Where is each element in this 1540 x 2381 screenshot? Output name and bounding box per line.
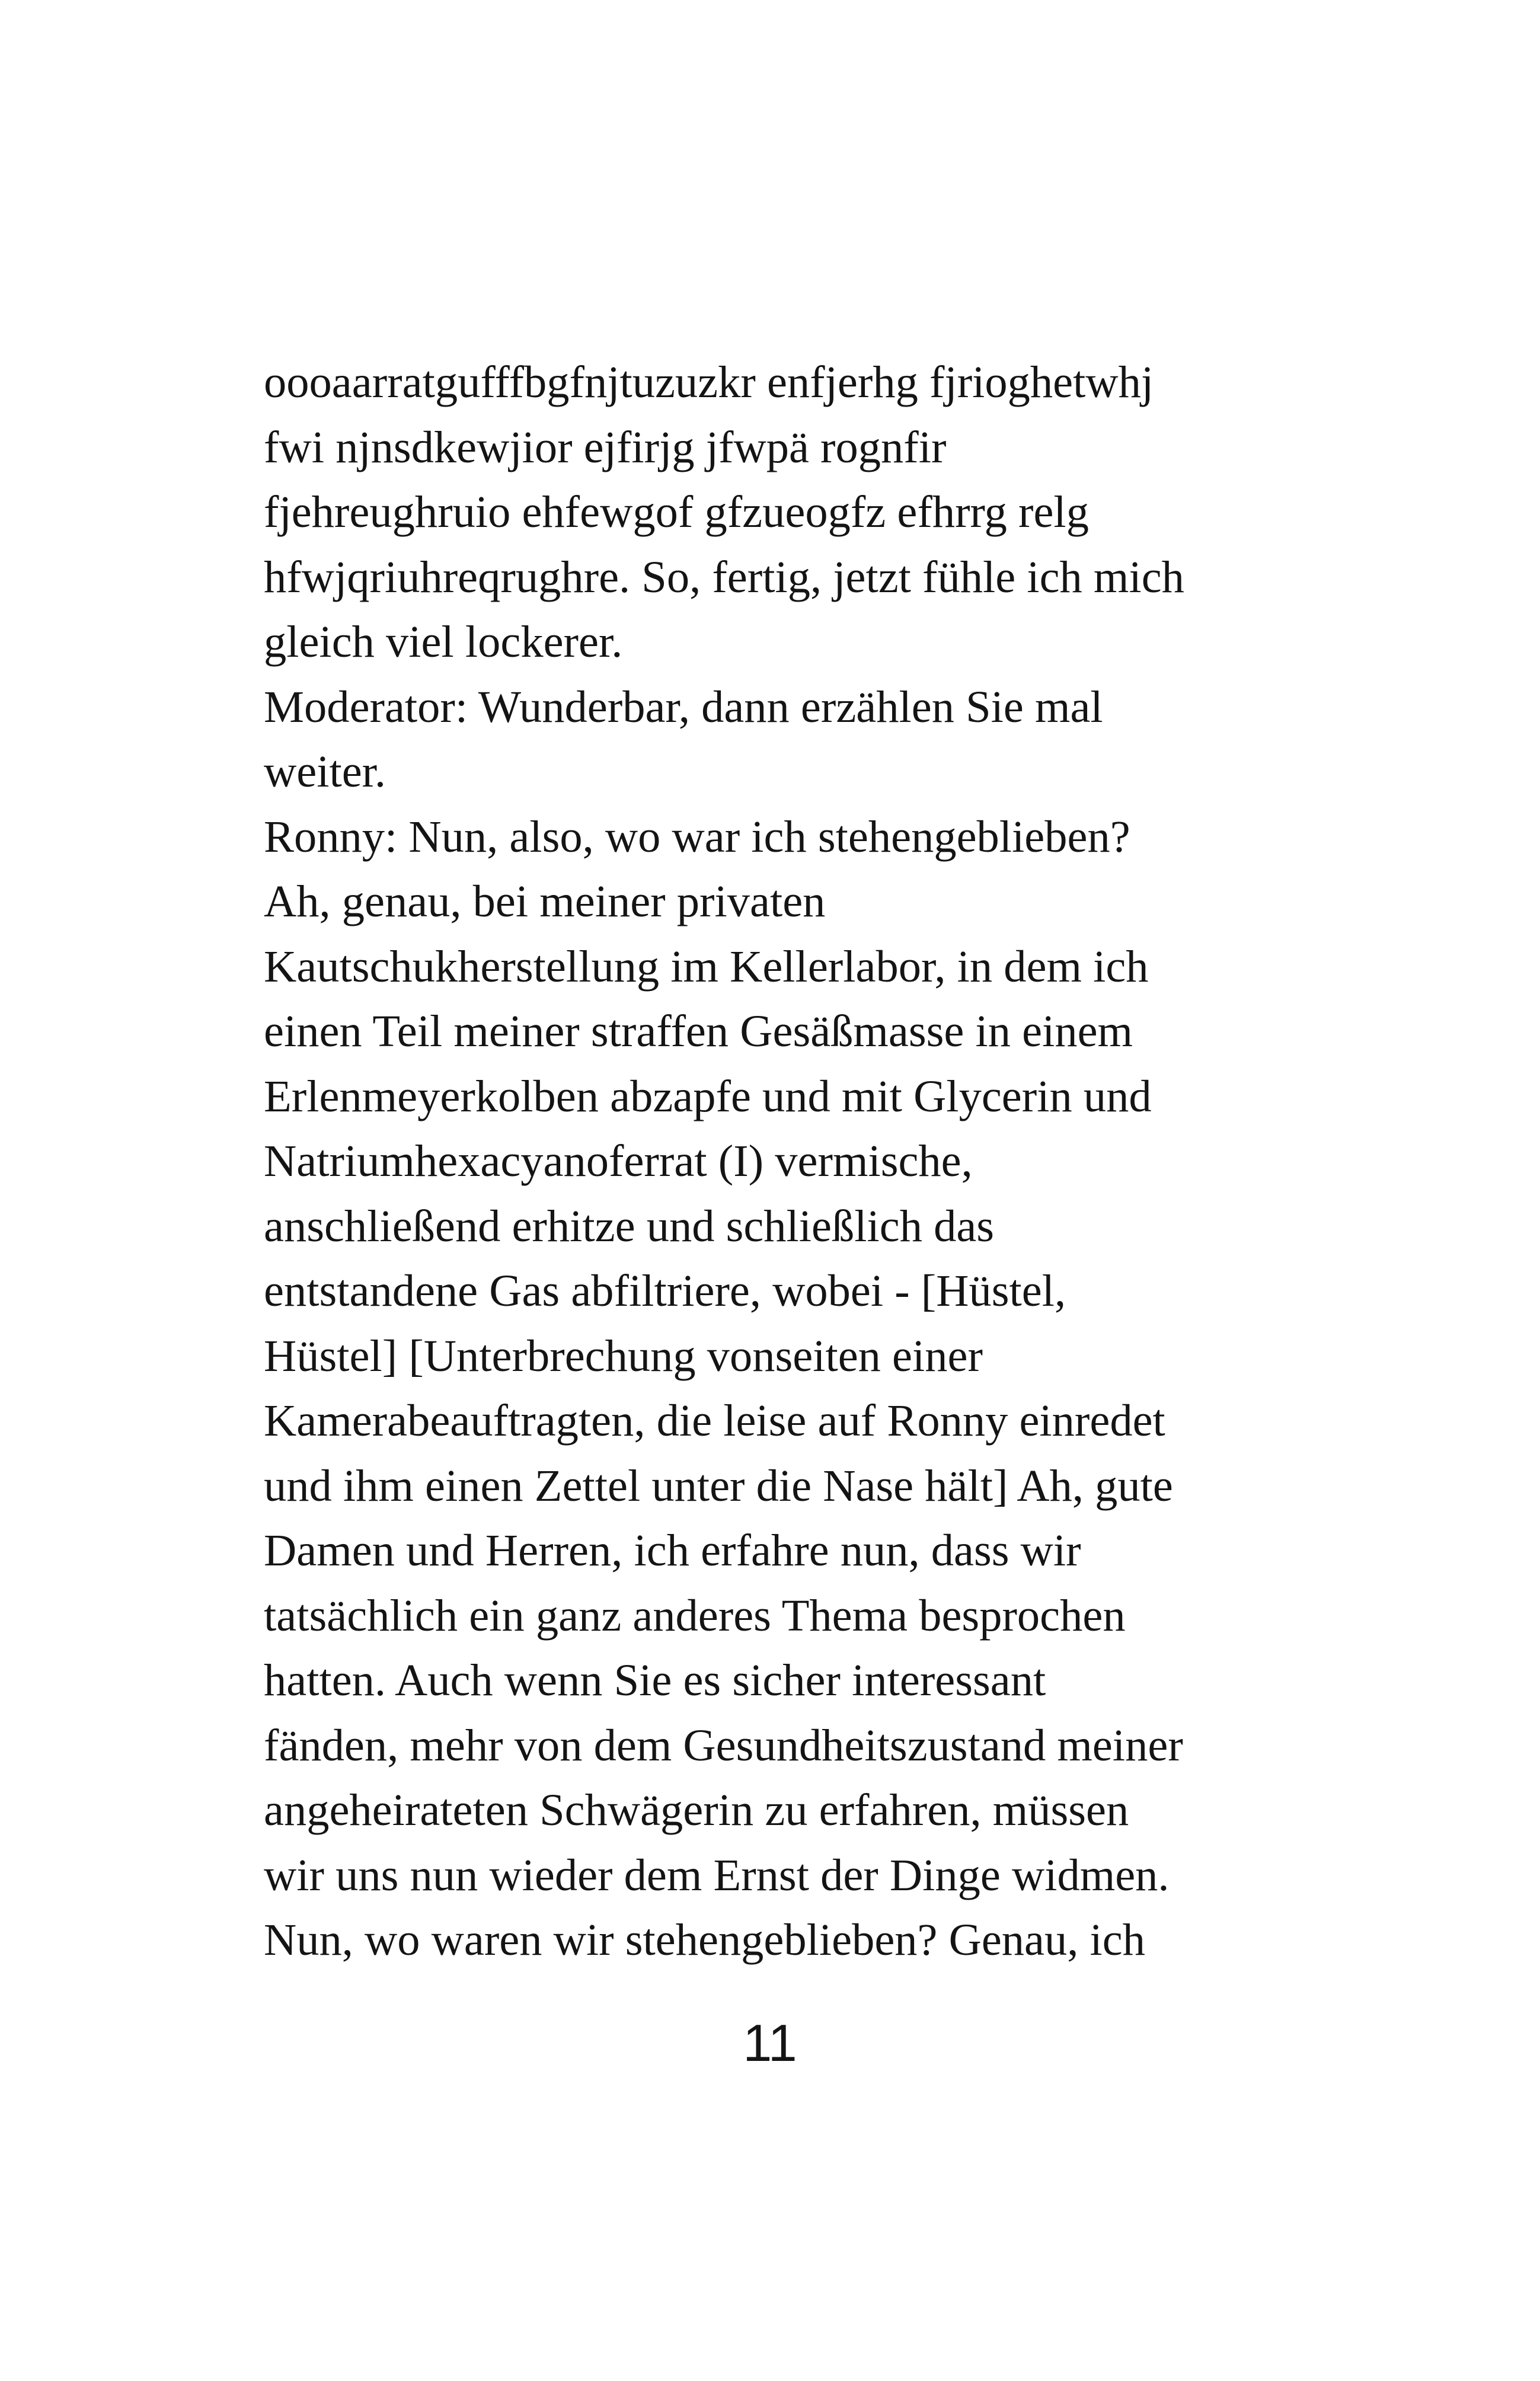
text-line: fwi njnsdkewjior ejfirjg jfwpä rognfir [264,421,947,472]
text-line: Erlenmeyerkolben abzapfe und mit Glycerin und [264,1070,1152,1121]
page-number: 11 [743,2014,797,2072]
text-line: Kautschukherstellung im Kellerlabor, in dem ich [264,941,1149,992]
text-line: oooaarratgufffbgfnjtuzuzkr enfjerhg fjrioghetwhj [264,357,1154,407]
text-line: Kamerabeauftragten, die leise auf Ronny einredet [264,1395,1165,1446]
text-line: weiter. [264,746,386,797]
body-text [264,350,1319,1973]
text-line: und ihm einen Zettel unter die Nase hält] Ah, gute [264,1460,1173,1511]
text-line: Hüstel] [Unterbrechung vonseiten einer [264,1330,983,1381]
text-line: angeheirateten Schwägerin zu erfahren, müssen [264,1785,1129,1835]
text-line: Damen und Herren, ich erfahre nun, dass wir [264,1525,1081,1575]
text-line: hfwjqriuhreqrughre. So, fertig, jetzt fühle ich mich [264,551,1184,602]
text-line: Moderator: Wunderbar, dann erzählen Sie mal [264,681,1103,732]
text-line: wir uns nun wieder dem Ernst der Dinge widmen. [264,1849,1170,1900]
text-line: Natriumhexacyanoferrat (I) vermische, [264,1136,973,1186]
text-line: Ronny: Nun, also, wo war ich stehengeblieben? [264,811,1130,862]
text-line: tatsächlich ein ganz anderes Thema besprochen [264,1590,1126,1641]
text-line: fänden, mehr von dem Gesundheitszustand meiner [264,1720,1183,1770]
text-line: fjehreughruio ehfewgof gfzueogfz efhrrg relg [264,487,1089,537]
text-line: anschließend erhitze und schließlich das [264,1200,995,1251]
text-line: entstandene Gas abfiltriere, wobei - [Hüstel, [264,1265,1066,1316]
text-line: einen Teil meiner straffen Gesäßmasse in einem [264,1006,1133,1056]
text-line: Nun, wo waren wir stehengeblieben? Genau, ich [264,1915,1145,1965]
text-line: gleich viel lockerer. [264,616,623,667]
text-line: hatten. Auch wenn Sie es sicher interessant [264,1655,1046,1705]
text-line: Ah, genau, bei meiner privaten [264,876,826,926]
